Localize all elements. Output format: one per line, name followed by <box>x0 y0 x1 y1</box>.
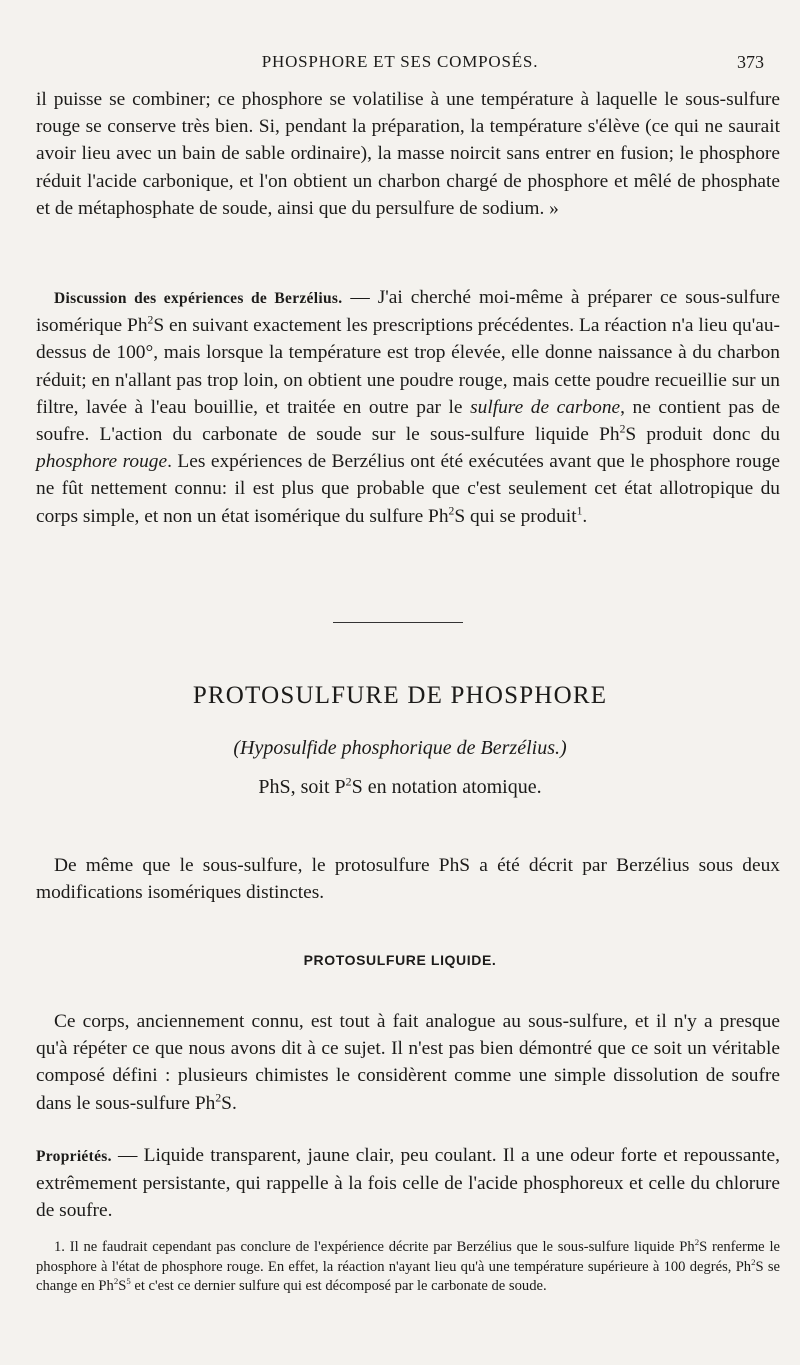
section-formula <box>0 776 800 799</box>
footnote-reference: 1 <box>576 504 583 518</box>
page-number: 373 <box>737 52 764 72</box>
italic-term: sulfure de carbone <box>470 396 621 418</box>
superscript: 2 <box>751 1256 756 1267</box>
text-run: . <box>582 505 588 527</box>
superscript: 2 <box>113 1276 119 1287</box>
text-run: PhS, soit P <box>258 776 346 798</box>
text-run: S renferme le phosphore à l'état de phosphore rouge. En effet, la réaction n'ayant lieu qu'à une température supérieure à 100 degrés, Ph <box>36 1239 780 1275</box>
text-run: S en notation atomique. <box>351 776 542 798</box>
superscript: 2 <box>147 313 154 327</box>
superscript: 5 <box>126 1276 131 1287</box>
subsection-heading: PROTOSULFURE LIQUIDE. <box>303 952 497 968</box>
paragraph-liquid <box>36 1008 780 1117</box>
text-run: 1. Il ne faudrait cependant pas conclure de l'expérience décrite par Berzélius que le sous-sulfure liquide Ph <box>54 1239 695 1255</box>
section-divider <box>333 622 463 623</box>
superscript: 2 <box>215 1091 222 1105</box>
superscript: 2 <box>448 504 455 518</box>
section-subtitle: (Hyposulfide phosphorique de Berzélius.) <box>233 737 567 759</box>
italic-term: phosphore rouge <box>36 451 168 473</box>
text-run: S en suivant exactement les prescriptions précédentes. La réaction n'a lieu qu'au-dessus de 100°, mais lorsque la température est trop élevée, elle donne naissance à du charbon réduit; en n'allant pas trop loin, on obtient une poudre rouge, mais cette poudre recueillie sur un filtre, lavée à l'eau bouillie, et traitée en outre par le <box>36 315 780 418</box>
paragraph-lead: Propriétés. <box>36 1148 112 1165</box>
paragraph-properties <box>36 1142 780 1225</box>
footnote <box>36 1238 780 1297</box>
paragraph-continuation <box>36 86 780 222</box>
superscript: 2 <box>619 422 626 436</box>
running-head <box>0 52 800 82</box>
superscript: 2 <box>694 1237 700 1248</box>
text-run: S se change en Ph <box>36 1258 781 1295</box>
paragraph-intro <box>36 852 780 906</box>
text-run: S qui se produit <box>454 505 577 527</box>
superscript: 2 <box>345 774 352 789</box>
section-heading: PROTOSULFURE DE PHOSPHORE <box>192 682 608 709</box>
running-title: PHOSPHORE ET SES COMPOSÉS. <box>261 52 539 71</box>
paragraph-discussion <box>36 284 780 530</box>
text-run: S produit donc du <box>625 424 780 446</box>
text-run: et c'est ce dernier sulfure qui est décomposé par le carbonate de soude. <box>130 1278 547 1295</box>
text-run: S <box>118 1278 127 1295</box>
paragraph-text: il puisse se combiner; ce phosphore se volatilise à une température à laquelle le sous-sulfure rouge se conserve très bien. Si, pendant la préparation, la température s'élève (ce qui ne saurait avoir lieu avec un bain de sable ordinaire), la masse noircit sans entrer en fusion; le phosphore réduit l'acide carbonique, et l'on obtient un charbon chargé de phosphore et mêlé de phosphate et de métaphosphate de soude, ainsi que du persulfure de sodium. » <box>36 89 780 219</box>
text-run: . Les expériences de Berzélius ont été exécutées avant que le phosphore rouge ne fût nettement connu: il est plus que probable que c'est seulement cet état allotropique du corps simple, et non un état isomérique du sulfure Ph <box>36 451 780 527</box>
text-run: , ne contient pas de soufre. L'action du carbonate de soude sur le sous-sulfure liquide Ph <box>36 396 781 446</box>
text-run: S. <box>221 1092 237 1114</box>
text-run: Ce corps, anciennement connu, est tout à fait analogue au sous-sulfure, et il n'y a presque qu'à répéter ce que nous avons dit à ce sujet. Il n'est pas bien démontré que ce soit un véritable composé défini : plusieurs chimistes le considèrent comme une simple dissolution de soufre dans le sous-sulfure Ph <box>36 1011 780 1114</box>
text-run: — J'ai cherché moi-même à préparer ce sous-sulfure isomérique Ph <box>36 287 780 337</box>
paragraph-lead: Discussion des expériences de Berzélius. <box>54 290 343 307</box>
paragraph-text: De même que le sous-sulfure, le protosulfure PhS a été décrit par Berzélius sous deux modifications isomériques distinctes. <box>36 855 780 904</box>
text-run: — Liquide transparent, jaune clair, peu coulant. Il a une odeur forte et repoussante, extrêmement persistante, qui rappelle à la fois celle de l'acide phosphoreux et celle du chlorure de soufre. <box>36 1145 780 1222</box>
